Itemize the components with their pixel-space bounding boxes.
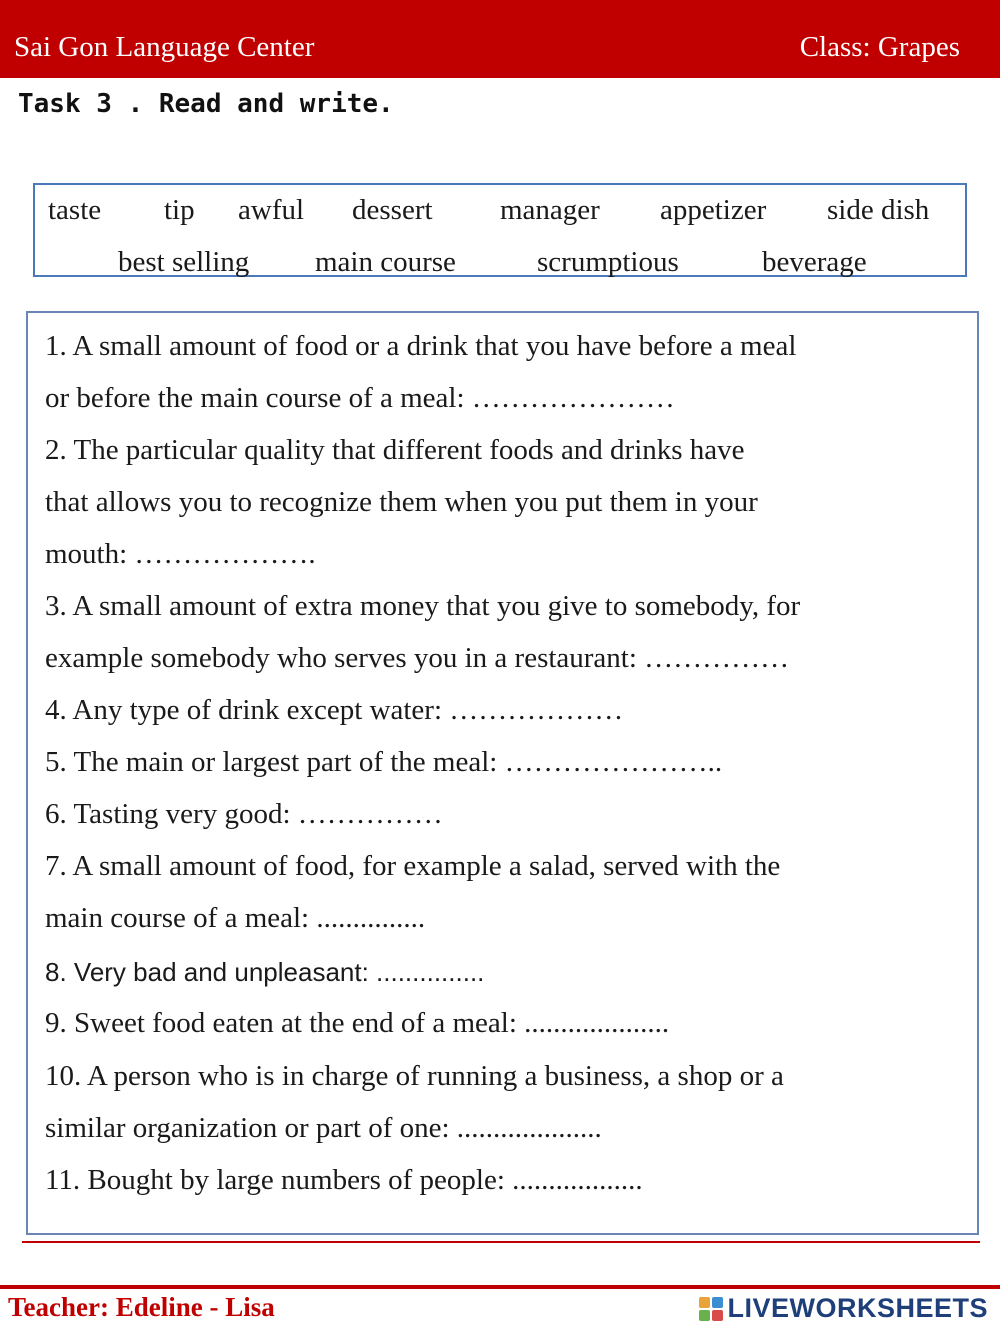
word-bank-item: main course xyxy=(315,246,456,278)
word-bank-item: beverage xyxy=(762,246,867,278)
brand-name: LIVEWORKSHEETS xyxy=(727,1293,988,1323)
task-title: Task 3 . Read and write. xyxy=(18,89,394,119)
question-line[interactable]: 5. The main or largest part of the meal: ………………….. xyxy=(45,746,723,778)
question-line: 1. A small amount of food or a drink that you have before a meal xyxy=(45,330,797,362)
word-bank xyxy=(33,183,967,277)
teacher-name: Teacher: Edeline - Lisa xyxy=(8,1292,275,1322)
question-line[interactable]: mouth: ………………. xyxy=(45,538,316,570)
question-line: 2. The particular quality that different foods and drinks have xyxy=(45,434,745,466)
question-line: that allows you to recognize them when you put them in your xyxy=(45,486,758,518)
word-bank-item: best selling xyxy=(118,246,250,278)
question-line[interactable]: 11. Bought by large numbers of people: .................. xyxy=(45,1164,643,1196)
question-line[interactable]: or before the main course of a meal: ………………… xyxy=(45,382,675,414)
question-line[interactable]: example somebody who serves you in a restaurant: …………… xyxy=(45,642,790,674)
question-line: 3. A small amount of extra money that you give to somebody, for xyxy=(45,590,801,622)
footer-divider xyxy=(0,1285,1000,1289)
question-line: 7. A small amount of food, for example a salad, served with the xyxy=(45,850,781,882)
question-line[interactable]: 6. Tasting very good: …………… xyxy=(45,798,443,830)
header-bar xyxy=(0,0,1000,78)
word-bank-item: scrumptious xyxy=(537,246,679,278)
center-name: Sai Gon Language Center xyxy=(14,31,315,63)
word-bank-item: manager xyxy=(500,194,600,226)
question-line[interactable]: similar organization or part of one: .................... xyxy=(45,1112,602,1144)
word-bank-item: tip xyxy=(164,194,195,226)
question-line[interactable]: 8. Very bad and unpleasant: ............... xyxy=(45,957,485,987)
question-line[interactable]: main course of a meal: ............... xyxy=(45,902,426,934)
word-bank-item: awful xyxy=(238,194,305,226)
question-line[interactable]: 9. Sweet food eaten at the end of a meal: .................... xyxy=(45,1007,670,1039)
word-bank-item: side dish xyxy=(827,194,930,226)
word-bank-item: appetizer xyxy=(660,194,767,226)
liveworksheets-icon xyxy=(699,1297,723,1321)
divider-rule xyxy=(22,1241,980,1243)
word-bank-item: taste xyxy=(48,194,102,226)
class-label: Class: Grapes xyxy=(799,31,960,63)
brand-logo xyxy=(699,1293,988,1324)
word-bank-item: dessert xyxy=(352,194,433,226)
question-line: 10. A person who is in charge of running a business, a shop or a xyxy=(45,1060,784,1092)
question-line[interactable]: 4. Any type of drink except water: ……………… xyxy=(45,694,624,726)
